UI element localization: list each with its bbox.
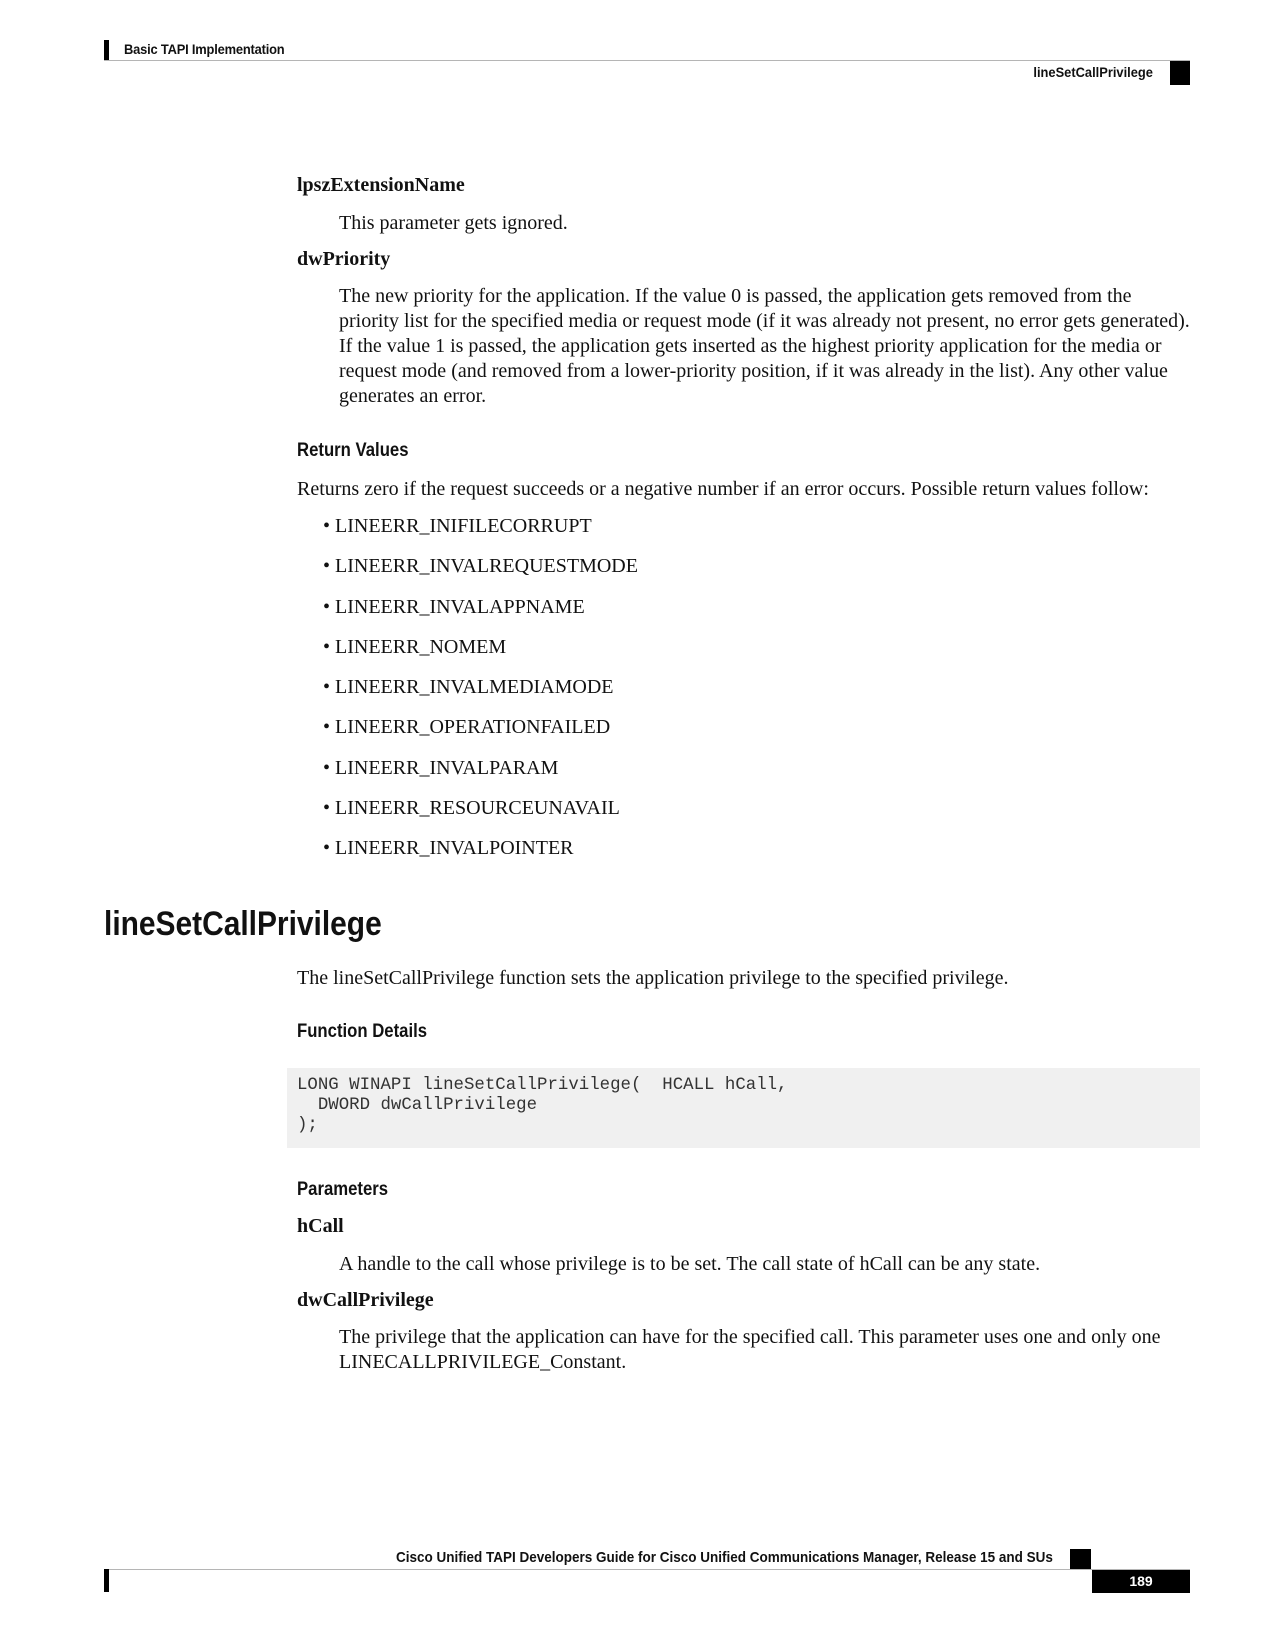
param-desc-hcall: A handle to the call whose privilege is to be set. The call state of hCall can be any state.	[339, 1253, 1041, 1275]
param-desc-lpszextensionname: This parameter gets ignored.	[339, 212, 568, 234]
function-details-heading: Function Details	[297, 1021, 428, 1042]
footer-bar-left	[104, 1569, 109, 1592]
return-value-item: • LINEERR_RESOURCEUNAVAIL	[323, 796, 638, 836]
return-value-item: • LINEERR_INVALMEDIAMODE	[323, 675, 638, 715]
return-values-heading: Return Values	[297, 440, 409, 461]
footer-rule	[104, 1569, 1190, 1570]
footer-box	[1070, 1549, 1091, 1570]
footer-doc-title: Cisco Unified TAPI Developers Guide for Cisco Unified Communications Manager, Release 15 and SUs	[396, 1549, 1053, 1566]
section-title: lineSetCallPrivilege	[104, 905, 382, 943]
param-desc-dwcallprivilege: The privilege that the application can have for the specified call. This parameter uses one and only one LINECALLPRIVILEGE_Constant.	[339, 1326, 1161, 1373]
param-name-dwpriority: dwPriority	[297, 248, 391, 270]
return-value-item: • LINEERR_OPERATIONFAILED	[323, 715, 638, 755]
header-chapter-title: Basic TAPI Implementation	[124, 41, 285, 57]
return-value-item: • LINEERR_NOMEM	[323, 635, 638, 675]
page-number: 189	[1092, 1570, 1190, 1593]
parameters-heading: Parameters	[297, 1179, 389, 1200]
header-section-title: lineSetCallPrivilege	[1033, 64, 1153, 80]
return-value-item: • LINEERR_INVALREQUESTMODE	[323, 554, 638, 594]
return-value-item: • LINEERR_INVALPARAM	[323, 756, 638, 796]
section-intro: The lineSetCallPrivilege function sets the application privilege to the specified privilege.	[297, 967, 1009, 989]
return-values-list	[323, 514, 638, 877]
param-desc-dwpriority: The new priority for the application. If the value 0 is passed, the application gets removed from the priority list for the specified media or request mode (if it was already not present, no error gets generated). If the value 1 is passed, the application gets inserted as the highest priority application for the media or request mode (and removed from a lower-priority position, if it was already in the list). Any other value generates an error.	[339, 285, 1190, 407]
header-bar-left	[104, 40, 109, 60]
header-rule	[104, 60, 1190, 61]
param-name-lpszextensionname: lpszExtensionName	[297, 174, 465, 196]
return-value-item: • LINEERR_INVALPOINTER	[323, 836, 638, 876]
return-value-item: • LINEERR_INIFILECORRUPT	[323, 514, 638, 554]
return-values-intro: Returns zero if the request succeeds or a negative number if an error occurs. Possible return values follow:	[297, 478, 1149, 500]
param-name-dwcallprivilege: dwCallPrivilege	[297, 1289, 434, 1311]
param-name-hcall: hCall	[297, 1215, 344, 1237]
return-value-item: • LINEERR_INVALAPPNAME	[323, 595, 638, 635]
code-signature: LONG WINAPI lineSetCallPrivilege( HCALL hCall, DWORD dwCallPrivilege );	[297, 1076, 788, 1135]
header-box	[1170, 61, 1190, 85]
